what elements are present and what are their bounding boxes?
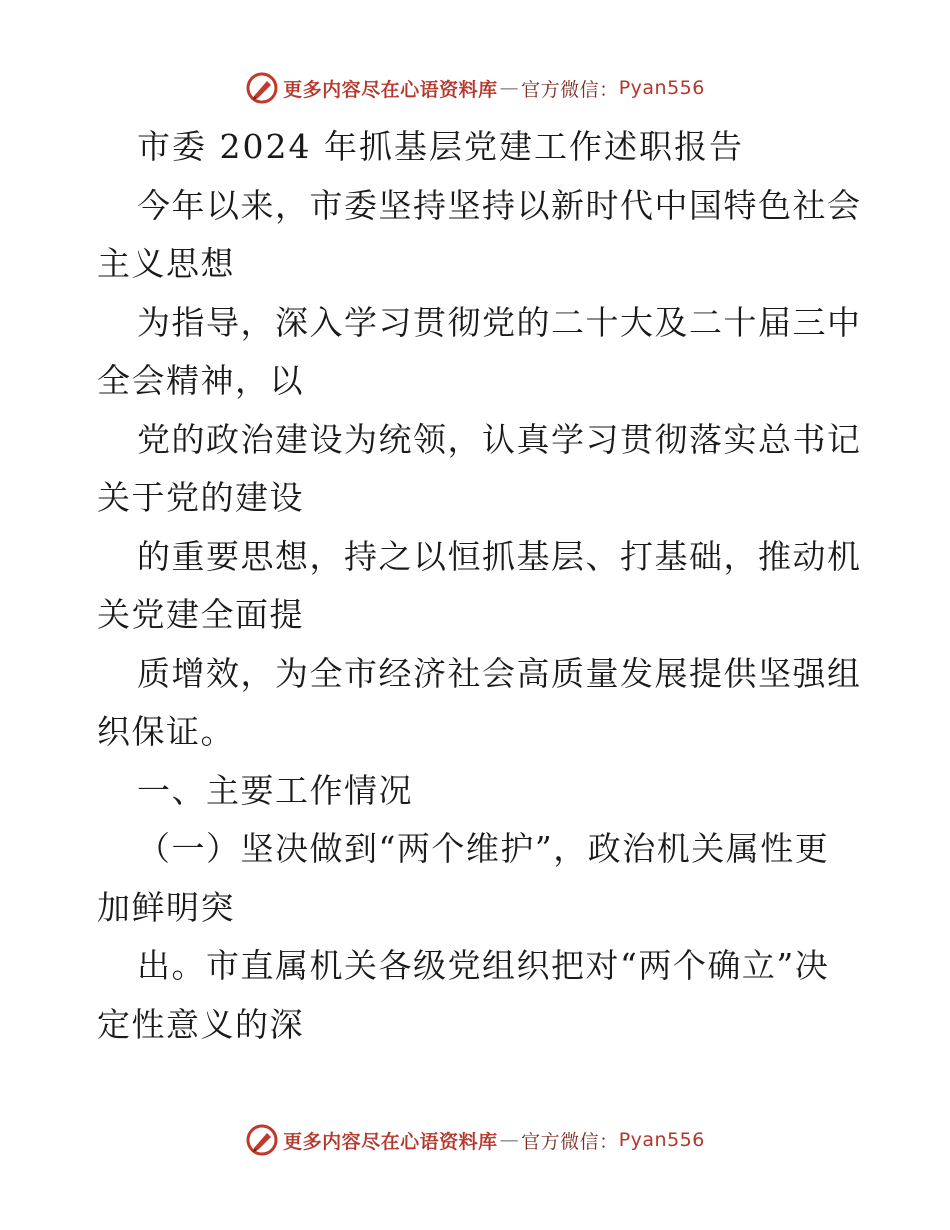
watermark-dash: — [499,1129,520,1151]
text-line: 出。市直属机关各级党组织把对“两个确立”决 [137,946,830,985]
text-line: 为指导，深入学习贯彻党的二十大及二十届三中 [137,302,862,342]
subsection-heading: （一）坚决做到“两个维护”，政治机关属性更 [137,829,830,868]
text-line: 加鲜明突 [97,887,235,927]
text-line: 关党建全面提 [97,595,304,634]
header-watermark [0,68,950,108]
text-line: 关于党的建设 [97,478,304,517]
watermark-wechat-label: 官方微信： [521,1130,619,1153]
document-body [97,118,862,1054]
pen-logo-icon [245,1123,279,1157]
watermark-wechat-id: Pyan556 [618,1129,705,1151]
watermark-wechat-id: Pyan556 [618,77,705,99]
document-title: 市委 2024 年抓基层党建工作述职报告 [137,127,744,166]
watermark-main-text: 更多内容尽在心语资料库 [283,78,498,101]
text-line: 的重要思想，持之以恒抓基层、打基础，推动机 [137,536,862,576]
section-heading: 一、主要工作情况 [137,770,413,810]
text-line: 全会精神，以 [97,361,304,400]
watermark-main-text: 更多内容尽在心语资料库 [283,1130,498,1153]
footer-watermark [0,1120,950,1160]
text-line: 主义思想 [97,244,235,283]
text-line: 织保证。 [97,712,235,751]
text-line: 质增效，为全市经济社会高质量发展提供坚强组 [137,653,862,693]
text-line: 今年以来，市委坚持坚持以新时代中国特色社会 [137,185,862,225]
pen-logo-icon [245,71,279,105]
watermark-dash: — [499,77,520,99]
text-line: 定性意义的深 [97,1004,304,1044]
watermark-wechat-label: 官方微信： [521,78,619,101]
text-line: 党的政治建设为统领，认真学习贯彻落实总书记 [137,419,862,459]
